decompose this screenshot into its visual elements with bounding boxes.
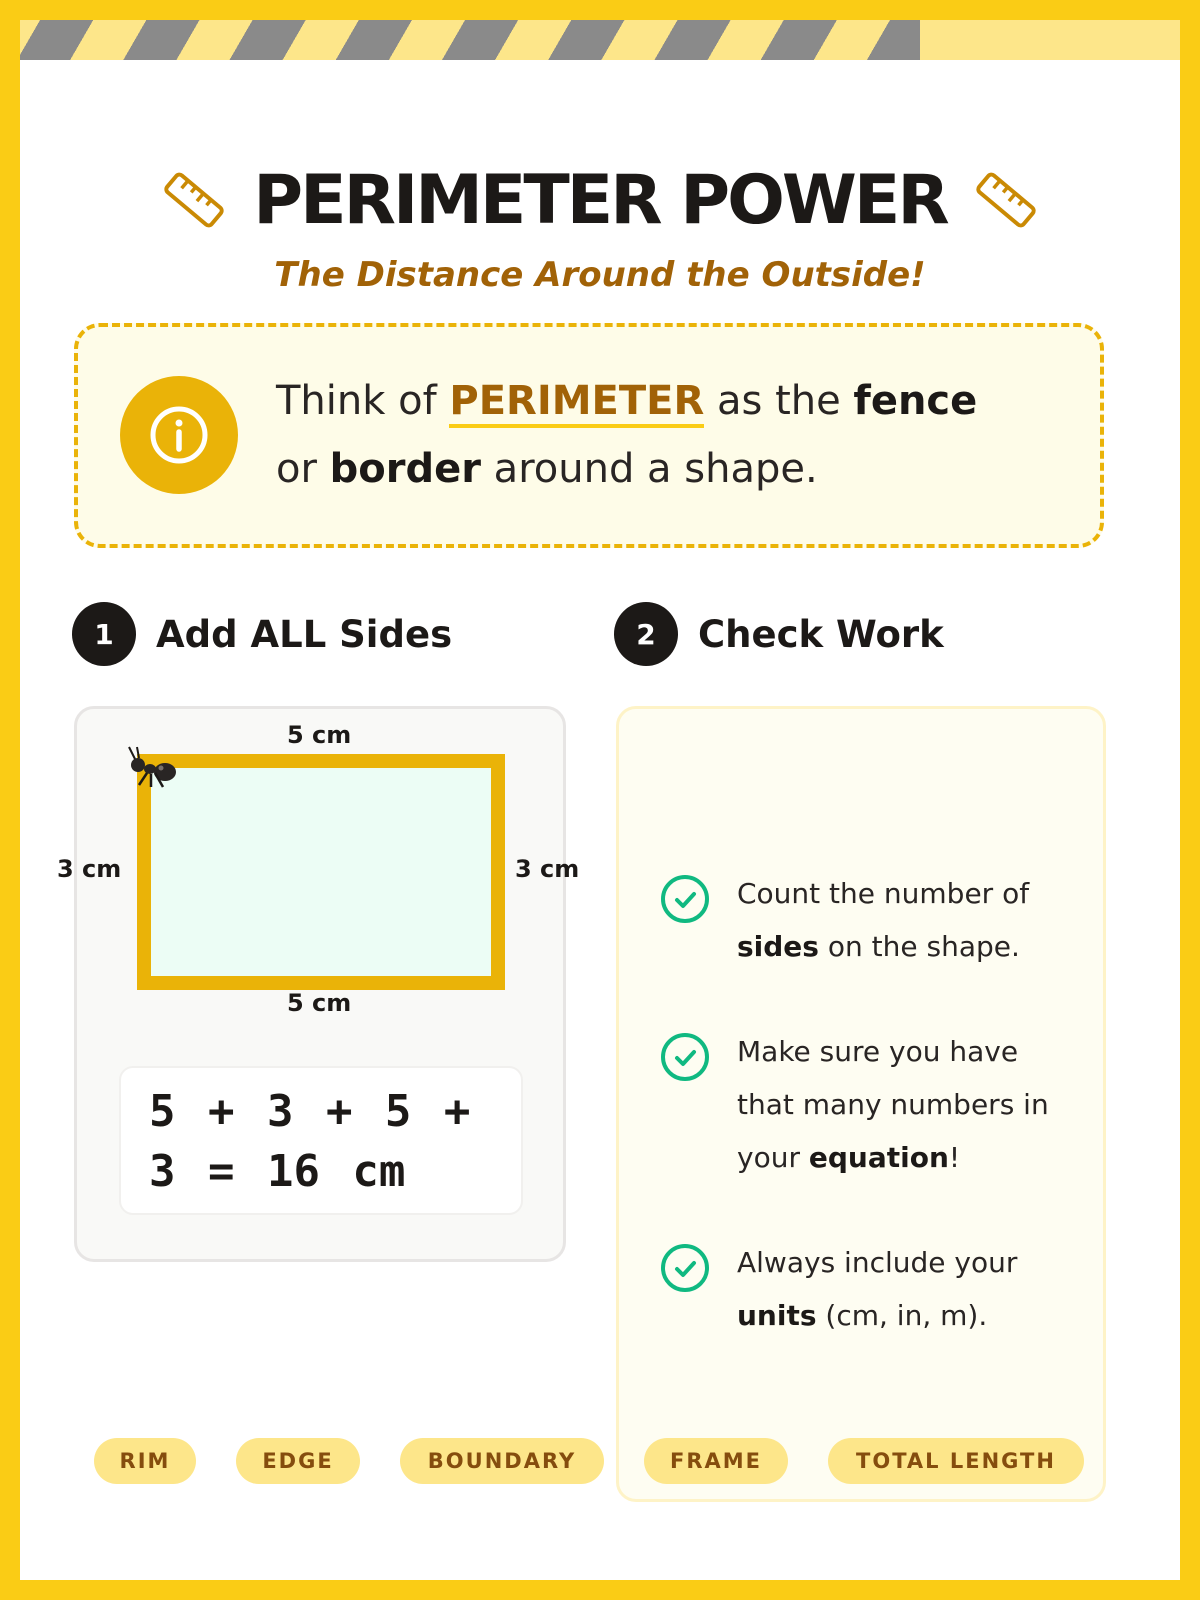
checklist-bold: units bbox=[737, 1299, 817, 1332]
checklist-bold: equation bbox=[808, 1141, 949, 1174]
step-number-badge: 1 bbox=[72, 602, 136, 666]
info-callout bbox=[74, 323, 1104, 548]
fence-word: fence bbox=[853, 378, 978, 424]
check-circle-icon bbox=[659, 1242, 711, 1294]
right-side-label: 3 cm bbox=[515, 855, 580, 883]
left-side-label: 3 cm bbox=[57, 855, 122, 883]
checklist-text-part: ! bbox=[948, 1141, 961, 1174]
tag-frame: FRAME bbox=[644, 1438, 788, 1484]
hazard-stripe-pattern bbox=[20, 20, 920, 60]
page-subtitle: The Distance Around the Outside! bbox=[274, 255, 926, 295]
page-title: PERIMETER POWER bbox=[253, 160, 947, 240]
rectangle-shape bbox=[137, 754, 505, 990]
step-title: Check Work bbox=[698, 612, 944, 656]
checklist-panel bbox=[616, 706, 1106, 1502]
border-word: border bbox=[329, 446, 481, 492]
checklist-text bbox=[737, 867, 1077, 973]
perimeter-equation: 5 + 3 + 5 + 3 = 16 cm bbox=[149, 1086, 503, 1197]
ruler-icon bbox=[163, 169, 225, 231]
info-badge bbox=[120, 376, 238, 494]
step-title: Add ALL Sides bbox=[156, 612, 453, 656]
hazard-stripe bbox=[20, 20, 1180, 60]
checklist-text-part: Always include your bbox=[737, 1246, 1018, 1279]
tag-edge: EDGE bbox=[236, 1438, 360, 1484]
step-1-header bbox=[72, 600, 452, 668]
ant-icon bbox=[125, 745, 181, 793]
info-text-part: or bbox=[276, 446, 330, 492]
check-circle-icon bbox=[659, 1031, 711, 1083]
bottom-side-label: 5 cm bbox=[287, 989, 352, 1017]
ruler-icon bbox=[975, 169, 1037, 231]
checklist-text-part: (cm, in, m). bbox=[816, 1299, 988, 1332]
step-2-header bbox=[614, 600, 944, 668]
checklist-text bbox=[737, 1236, 1077, 1342]
checklist-text-part: Count the number of bbox=[737, 877, 1030, 910]
checklist-bold: sides bbox=[737, 930, 819, 963]
poster-card bbox=[20, 20, 1180, 1580]
info-icon bbox=[148, 404, 210, 466]
info-text bbox=[276, 367, 1076, 503]
step-number-badge: 2 bbox=[614, 602, 678, 666]
tag-rim: RIM bbox=[94, 1438, 196, 1484]
info-text-part: around a shape. bbox=[480, 446, 818, 492]
tag-total-length: TOTAL LENGTH bbox=[828, 1438, 1084, 1484]
info-text-part: Think of bbox=[276, 378, 450, 424]
check-circle-icon bbox=[659, 873, 711, 925]
rectangle-diagram-panel bbox=[57, 706, 580, 1262]
top-side-label: 5 cm bbox=[287, 721, 352, 749]
tag-boundary: BOUNDARY bbox=[400, 1438, 604, 1484]
equation-box bbox=[119, 1066, 523, 1215]
checklist-text-part: on the shape. bbox=[818, 930, 1020, 963]
info-text-part: as the bbox=[704, 378, 854, 424]
checklist-text-part: Make sure you have that many numbers in your bbox=[737, 1035, 1049, 1174]
checklist-text bbox=[737, 1025, 1077, 1184]
title-row bbox=[20, 150, 1180, 250]
perimeter-keyword: PERIMETER bbox=[449, 378, 704, 428]
